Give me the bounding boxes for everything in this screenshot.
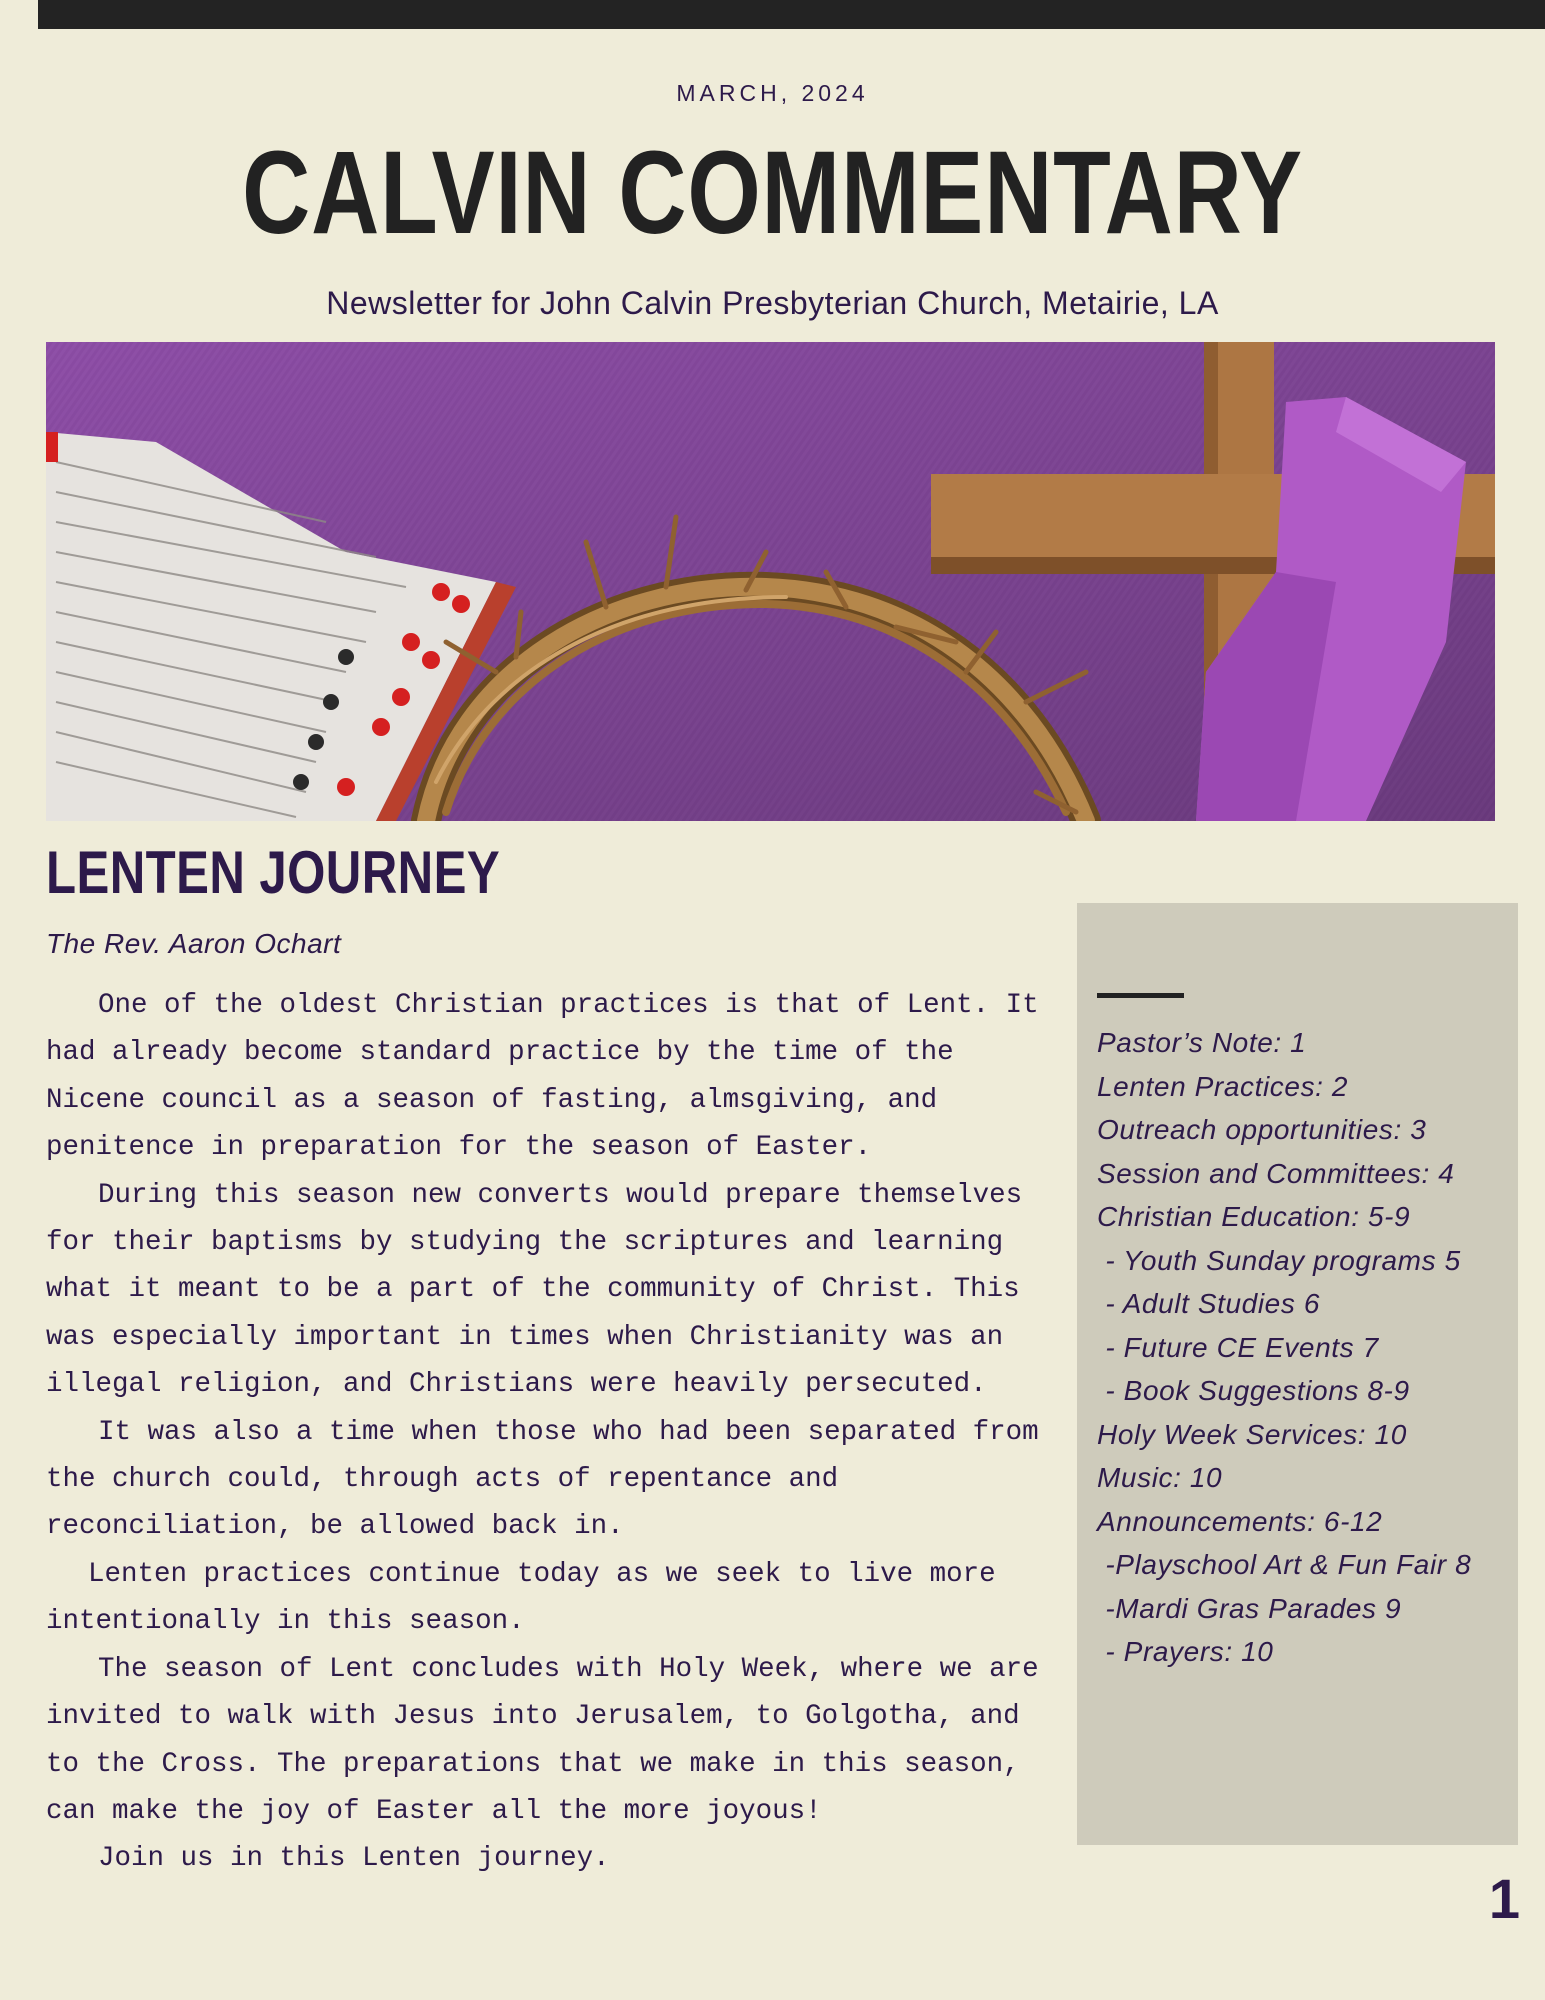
toc-item: - Youth Sunday programs 5 <box>1097 1244 1461 1276</box>
article-paragraph: During this season new converts would prepare themselves for their baptisms by studying the scriptures and learning what it meant to be a part of the community of Christ. This was especially important in times when Christianity was an illegal religion, and Christians were heavily persecuted. <box>46 1179 1023 1401</box>
newsletter-subtitle: Newsletter for John Calvin Presbyterian Church, Metairie, LA <box>326 285 1219 321</box>
toc-item: - Prayers: 10 <box>1097 1636 1274 1667</box>
article-paragraph: Lenten practices continue today as we seek to live more intentionally in this season. <box>46 1558 996 1638</box>
toc-item: Lenten Practices: 2 <box>1097 1070 1349 1102</box>
top-bar <box>38 0 1545 29</box>
toc-item: Outreach opportunities: 3 <box>1097 1114 1427 1145</box>
newsletter-title: CALVIN COMMENTARY <box>242 127 1303 259</box>
article-title: LENTEN JOURNEY <box>46 839 501 906</box>
toc-item: -Mardi Gras Parades 9 <box>1097 1592 1402 1624</box>
toc-item: Christian Education: 5-9 <box>1097 1201 1411 1232</box>
toc-item: Session and Committees: 4 <box>1097 1157 1455 1189</box>
contents-sidebar <box>1077 903 1518 1845</box>
sidebar-rule <box>1097 993 1184 998</box>
toc-item: - Future CE Events 7 <box>1097 1331 1379 1363</box>
article-body <box>46 982 1056 1883</box>
page-number: 1 <box>1488 1867 1520 1930</box>
issue-date: MARCH, 2024 <box>676 80 869 106</box>
article-paragraph: The season of Lent concludes with Holy Week, where we are invited to walk with Jesus into Jerusalem, to Golgotha, and to the Cross. The preparations that we make in this season, can make the joy of Easter all the more joyous! <box>46 1653 1039 1827</box>
toc-item: Music: 10 <box>1097 1462 1223 1493</box>
table-of-contents <box>1097 1021 1517 1674</box>
toc-item: - Book Suggestions 8-9 <box>1097 1375 1410 1406</box>
toc-item: - Adult Studies 6 <box>1097 1288 1320 1319</box>
article-paragraph: One of the oldest Christian practices is that of Lent. It had already become standard practice by the time of the Nicene council as a season of fasting, almsgiving, and penitence in preparation for the season of Easter. <box>46 990 1039 1164</box>
article-paragraph: Join us in this Lenten journey. <box>98 1843 610 1875</box>
article-paragraph: It was also a time when those who had been separated from the church could, through acts of repentance and reconciliation, be allowed back in. <box>46 1416 1039 1543</box>
toc-item: Holy Week Services: 10 <box>1097 1418 1407 1450</box>
toc-item: Announcements: 6-12 <box>1097 1505 1383 1537</box>
toc-item: Pastor’s Note: 1 <box>1097 1027 1307 1058</box>
article-byline: The Rev. Aaron Ochart <box>46 928 342 959</box>
hero-image <box>46 342 1495 821</box>
toc-item: -Playschool Art & Fun Fair 8 <box>1097 1549 1472 1580</box>
